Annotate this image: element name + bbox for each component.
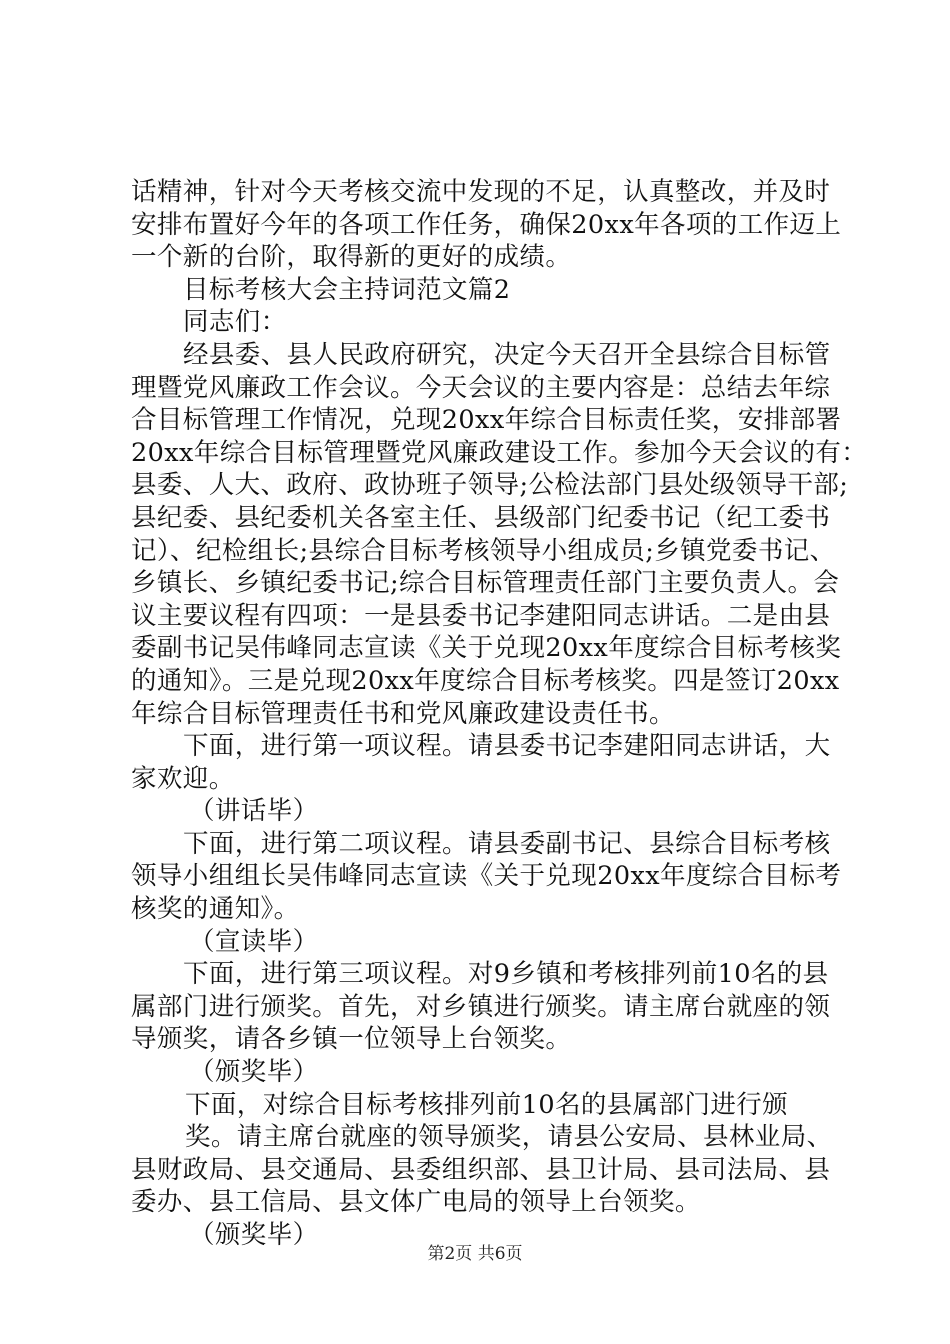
- text-line: 合目标管理工作情况，兑现20xx年综合目标责任奖，安排部署: [131, 405, 842, 436]
- text-line: 理暨党风廉政工作会议。今天会议的主要内容是：总结去年综: [131, 372, 831, 403]
- text-line: 下面，进行第一项议程。请县委书记李建阳同志讲话，大: [183, 731, 831, 762]
- document-body: [131, 176, 868, 1252]
- text-line: 乡镇长、乡镇纪委书记;综合目标管理责任部门主要负责人。会: [131, 568, 840, 599]
- text-line: （讲话毕）: [189, 796, 319, 827]
- text-line: 领导小组组长吴伟峰同志宣读《关于兑现20xx年度综合目标考: [131, 861, 842, 892]
- text-line: 记）、纪检组长;县综合目标考核领导小组成员;乡镇党委书记、: [131, 535, 836, 566]
- text-line: 年综合目标管理责任书和党风廉政建设责任书。: [131, 698, 675, 729]
- text-line: 目标考核大会主持词范文篇2: [183, 274, 511, 305]
- text-line: （颁奖毕）: [189, 1220, 319, 1250]
- text-line: 议主要议程有四项：一是县委书记李建阳同志讲话。二是由县: [131, 600, 831, 631]
- text-line: 话精神，针对今天考核交流中发现的不足，认真整改，并及时: [131, 177, 831, 207]
- text-line: 家欢迎。: [131, 763, 235, 794]
- text-line: 县委、人大、政府、政协班子领导;公检法部门县处级领导干部;: [131, 470, 849, 501]
- text-line: 安排布置好今年的各项工作任务，确保20xx年各项的工作迈上: [131, 209, 842, 240]
- text-line: 下面，对综合目标考核排列前10名的县属部门进行颁: [185, 1089, 789, 1120]
- page-footer: 第2页 共6页: [427, 1244, 523, 1264]
- text-line: （宣读毕）: [189, 926, 319, 957]
- text-line: 委副书记吴伟峰同志宣读《关于兑现20xx年度综合目标考核奖: [131, 633, 842, 664]
- text-line: 导颁奖，请各乡镇一位领导上台领奖。: [131, 1024, 572, 1055]
- text-line: （颁奖毕）: [189, 1057, 319, 1088]
- text-line: 同志们：: [183, 307, 287, 338]
- text-line: 20xx年综合目标管理暨党风廉政建设工作。参加今天会议的有：: [131, 437, 868, 468]
- text-line: 奖。请主席台就座的领导颁奖，请县公安局、县林业局、: [185, 1122, 833, 1153]
- text-line: 属部门进行颁奖。首先，对乡镇进行颁奖。请主席台就座的领: [131, 991, 831, 1022]
- text-line: 委办、县工信局、县文体广电局的领导上台领奖。: [131, 1187, 701, 1218]
- text-line: 下面，进行第三项议程。对9乡镇和考核排列前10名的县: [183, 959, 829, 990]
- text-line: 经县委、县人民政府研究，决定今天召开全县综合目标管: [183, 339, 831, 370]
- text-line: 的通知》。三是兑现20xx年度综合目标考核奖。四是签订20xx: [131, 665, 840, 696]
- text-line: 县财政局、县交通局、县委组织部、县卫计局、县司法局、县: [131, 1154, 831, 1185]
- text-line: 县纪委、县纪委机关各室主任、县级部门纪委书记（纪工委书: [131, 502, 831, 533]
- text-line: 下面，进行第二项议程。请县委副书记、县综合目标考核: [183, 828, 831, 859]
- text-line: 一个新的台阶，取得新的更好的成绩。: [131, 242, 572, 273]
- text-line: 核奖的通知》。: [131, 894, 300, 925]
